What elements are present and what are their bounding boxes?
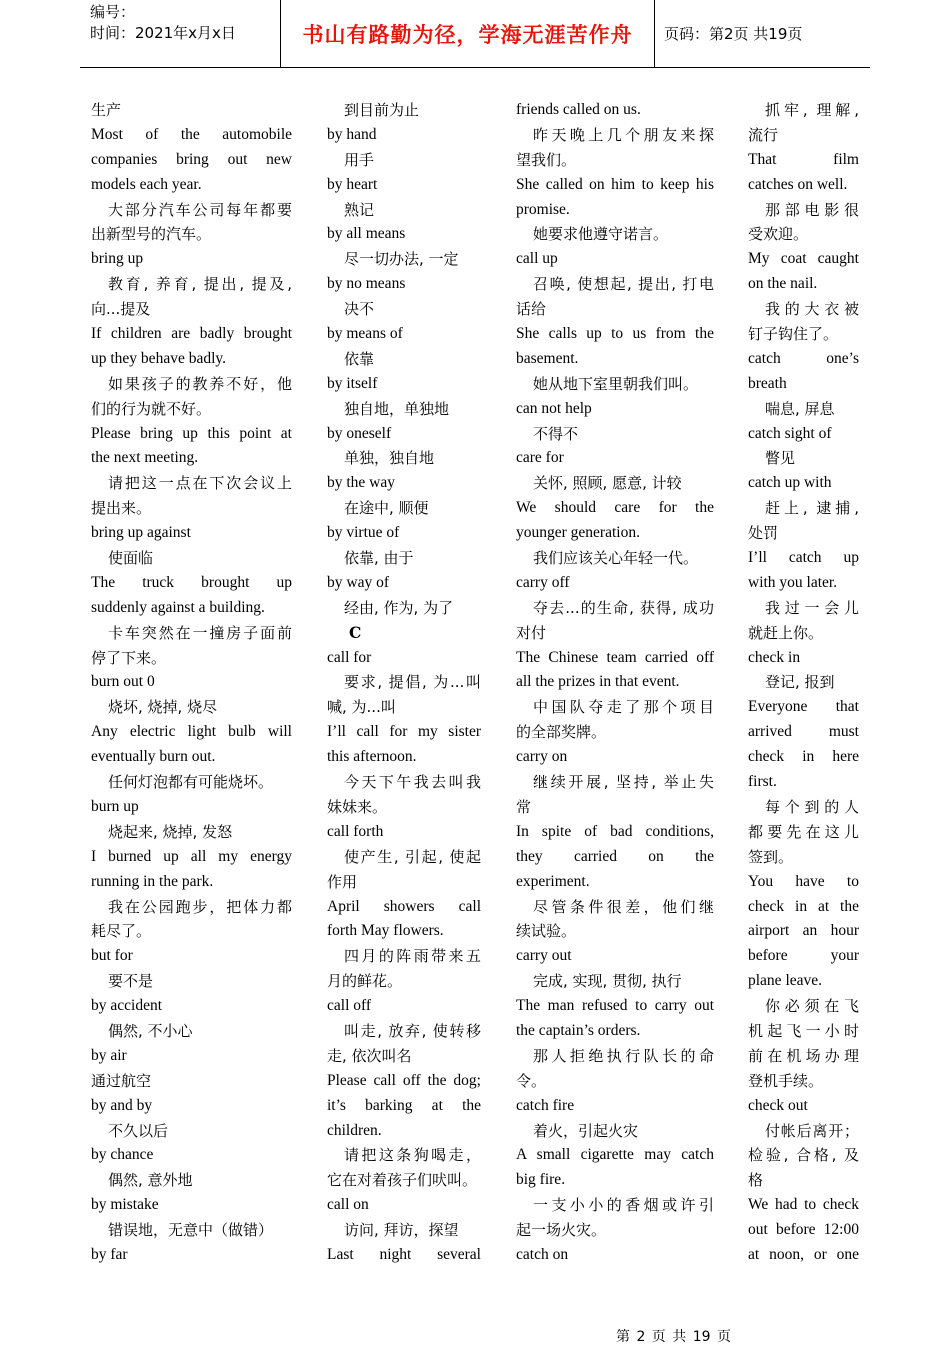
text-line: 她从地下室里朝我们叫。	[533, 374, 699, 393]
text-line: catch fire	[516, 1096, 575, 1114]
text-line: 昨天晚上几个朋友来探	[533, 125, 714, 144]
text-line: at noon, or one	[748, 1245, 859, 1263]
text-line: by means of	[327, 325, 403, 343]
text-line: 望我们。	[516, 150, 577, 169]
text-line: by way of	[327, 573, 389, 591]
text-line: 都要先在这儿	[748, 822, 859, 841]
text-line: Any electric light bulb will	[91, 723, 292, 741]
text-line: 妹妹来。	[327, 797, 388, 816]
text-line: arrived must	[748, 723, 859, 741]
text-line: by the way	[327, 474, 396, 492]
text-line: all the prizes in that event.	[516, 673, 680, 691]
text-line: catches on well.	[748, 175, 848, 193]
text-line: can not help	[516, 399, 592, 417]
text-line: 召唤, 使想起, 提出, 打电	[533, 275, 714, 294]
text-line: 任何灯泡都有可能烧坏。	[108, 773, 274, 792]
text-line: We had to check	[748, 1196, 859, 1214]
text-line: friends called on us.	[516, 101, 641, 118]
text-line: The man refused to carry out	[516, 997, 714, 1015]
text-line: 依靠	[344, 349, 375, 368]
text-line: 使面临	[108, 549, 154, 568]
text-line: 单独，独自地	[344, 449, 435, 468]
text-line: Everyone that	[748, 698, 859, 716]
text-line: 抓牢, 理解,	[765, 101, 859, 119]
text-line: 着火，引起火灾	[533, 1121, 639, 1140]
text-line: running in the park.	[91, 872, 214, 890]
text-line: catch on	[516, 1245, 569, 1263]
text-line: 一支小小的香烟或许引	[533, 1196, 714, 1215]
text-line: with you later.	[748, 573, 838, 591]
text-line: breath	[748, 374, 787, 392]
text-line: 它在对着孩子们吠叫。	[327, 1171, 478, 1190]
text-line: by itself	[327, 374, 378, 392]
text-line: 那部电影很	[765, 200, 859, 219]
text-line: I’ll catch up	[748, 549, 859, 567]
text-line: 每个到的人	[765, 797, 859, 816]
text-line: We should care for the	[516, 499, 714, 517]
text-line: 烧坏, 烧掉, 烧尽	[108, 698, 218, 717]
text-line: 的全部奖牌。	[516, 723, 607, 742]
time-label: 时间：2021年x月x日	[90, 24, 236, 42]
text-line: 今天下午我去叫我	[344, 773, 481, 792]
text-line: 提出来。	[91, 499, 152, 518]
text-line: 她要求他遵守诺言。	[533, 225, 669, 244]
text-line: call off	[327, 997, 372, 1015]
text-line: 前在机场办理	[748, 1046, 859, 1065]
text-line: 中国队夺走了那个项目	[533, 698, 714, 717]
text-line: 受欢迎。	[748, 225, 809, 244]
text-line: catch up with	[748, 474, 832, 492]
text-line: the next meeting.	[91, 449, 199, 467]
text-line: 喊, 为...叫	[327, 698, 396, 717]
page-info: 页码：第2页 共19页	[664, 25, 803, 43]
text-line: Most of the automobile	[91, 125, 292, 143]
text-line: 生产	[91, 101, 122, 119]
text-line: up they behave badly.	[91, 349, 227, 367]
text-line: this afternoon.	[327, 748, 417, 766]
header-meta	[80, 0, 281, 67]
text-line: it’s barking at the	[327, 1096, 481, 1114]
text-line: suddenly against a building.	[91, 598, 265, 616]
text-line: 偶然, 不小心	[108, 1021, 193, 1040]
text-line: 四月的阵雨带来五	[344, 947, 481, 966]
text-line: but for	[91, 947, 133, 965]
text-line: burn out 0	[91, 673, 155, 691]
text-line: by heart	[327, 175, 378, 193]
text-line: 那人拒绝执行队长的命	[533, 1046, 714, 1065]
text-line: 耗尽了。	[91, 922, 152, 941]
text-line: check in	[748, 648, 801, 666]
text-line: 我的大衣被	[765, 300, 859, 319]
text-line: plane leave.	[748, 972, 823, 990]
text-line: by no means	[327, 275, 406, 293]
text-line: airport an hour	[748, 922, 859, 940]
text-line: A small cigarette may catch	[516, 1146, 714, 1164]
text-line: 尽管条件很差，他们继	[533, 897, 714, 916]
text-line: care for	[516, 449, 564, 467]
text-line: 继续开展, 坚持, 举止失	[533, 773, 714, 792]
text-line: catch sight of	[748, 424, 832, 442]
text-line: by mistake	[91, 1196, 159, 1214]
text-line: 完成, 实现, 贯彻, 执行	[533, 972, 682, 991]
text-line: 到目前为止	[344, 101, 420, 119]
text-line: If children are badly brought	[91, 325, 292, 343]
text-line: younger generation.	[516, 524, 640, 542]
text-line: 关怀, 照顾, 愿意, 计较	[533, 474, 682, 493]
text-line: 偶然, 意外地	[108, 1171, 193, 1190]
text-line: 作用	[327, 872, 358, 891]
text-line: promise.	[516, 200, 570, 218]
text-line: on the nail.	[748, 275, 818, 293]
text-line: call up	[516, 250, 558, 268]
text-line: 大部分汽车公司每年都要	[108, 200, 292, 219]
text-line: Last night several	[327, 1245, 481, 1263]
text-line: carry out	[516, 947, 572, 965]
text-line: 烧起来, 烧掉, 发怒	[108, 822, 233, 841]
text-line: 向...提及	[91, 300, 151, 319]
text-line: 你必须在飞	[765, 997, 859, 1016]
text-line: they carried on the	[516, 847, 714, 865]
text-line: catch one’s	[748, 349, 859, 367]
text-line: 们的行为就不好。	[91, 399, 212, 418]
text-line: companies bring out new	[91, 150, 292, 168]
text-line: 要求, 提倡, 为...叫	[344, 673, 481, 692]
text-line: 对付	[516, 623, 547, 642]
text-line: 停了下来。	[91, 648, 167, 667]
text-line: carry off	[516, 573, 570, 591]
text-line: 出新型号的汽车。	[91, 225, 212, 244]
text-line: 在途中, 顺便	[344, 499, 429, 518]
text-line: 决不	[344, 300, 375, 319]
text-line: 起一场火灾。	[516, 1221, 607, 1240]
text-line: Please bring up this point at	[91, 424, 292, 442]
text-line: In spite of bad conditions,	[516, 822, 714, 840]
text-line: children.	[327, 1121, 382, 1139]
text-line: call on	[327, 1196, 369, 1214]
text-line: 依靠, 由于	[344, 549, 414, 568]
text-line: 我们应该关心年轻一代。	[533, 549, 699, 568]
text-line: You have to	[748, 872, 859, 890]
text-line: 走, 依次叫名	[327, 1046, 412, 1065]
text-line: forth May flowers.	[327, 922, 444, 940]
text-line: experiment.	[516, 872, 590, 890]
text-line: 喘息, 屏息	[765, 399, 835, 418]
text-line: 就赶上你。	[748, 623, 824, 642]
text-line: by hand	[327, 125, 377, 143]
text-line: out before 12:00	[748, 1221, 859, 1239]
text-line: 话给	[516, 300, 547, 319]
text-line: My coat caught	[748, 250, 859, 268]
text-line: 尽一切办法, 一定	[344, 250, 459, 269]
text-line: 流行	[748, 125, 779, 144]
text-line: bring up against	[91, 524, 191, 542]
text-line: 教育, 养育, 提出, 提及,	[108, 275, 292, 294]
text-line: by oneself	[327, 424, 392, 442]
page-footer: 第 2 页 共 19 页	[616, 1329, 731, 1345]
text-line: 使产生, 引起, 使起	[344, 847, 481, 866]
text-line: 请把这条狗喝走，	[344, 1146, 481, 1165]
text-line: eventually burn out.	[91, 748, 216, 766]
text-line: by chance	[91, 1146, 154, 1164]
text-line: April showers call	[327, 897, 481, 915]
text-line: 访问, 拜访，探望	[344, 1221, 459, 1240]
number-label: 编号：	[90, 3, 136, 21]
text-line: 机起飞一小时	[748, 1021, 859, 1040]
header-motto-cell	[281, 0, 655, 67]
text-line: call for	[327, 648, 372, 666]
text-line: 要不是	[108, 972, 154, 991]
text-column-4	[748, 98, 859, 1268]
text-line: C	[349, 622, 362, 642]
text-line: 卡车突然在一撞房子面前	[108, 623, 292, 642]
text-line: 常	[516, 797, 532, 816]
text-line: carry on	[516, 748, 568, 766]
text-line: 独自地，单独地	[344, 399, 450, 418]
text-line: call forth	[327, 822, 384, 840]
text-line: by accident	[91, 997, 163, 1015]
text-line: The truck brought up	[91, 573, 292, 591]
text-line: 钉子钩住了。	[748, 325, 839, 344]
text-line: basement.	[516, 349, 579, 367]
text-line: 请把这一点在下次会议上	[108, 474, 292, 493]
text-line: 登记, 报到	[765, 673, 835, 692]
text-line: bring up	[91, 250, 144, 268]
text-line: 不久以后	[108, 1121, 169, 1140]
text-line: 签到。	[748, 847, 794, 866]
text-line: 不得不	[533, 424, 579, 443]
text-line: 熟记	[344, 200, 375, 219]
text-line: models each year.	[91, 175, 202, 193]
text-column-2	[327, 98, 481, 1268]
text-line: That film	[748, 150, 859, 168]
header-page-cell	[655, 0, 870, 67]
text-line: check in at the	[748, 897, 859, 915]
text-line: I burned up all my energy	[91, 847, 292, 865]
text-line: 处罚	[748, 524, 779, 543]
page-header	[80, 0, 870, 68]
text-line: 如果孩子的教养不好，他	[108, 374, 292, 393]
text-line: 我过一会儿	[765, 598, 859, 617]
text-line: by and by	[91, 1096, 153, 1114]
text-line: 令。	[516, 1071, 547, 1090]
text-line: 付帐后离开；	[765, 1121, 859, 1140]
text-line: 叫走, 放弃, 使转移	[344, 1021, 481, 1040]
text-line: 续试验。	[516, 922, 577, 941]
text-line: 用手	[344, 150, 375, 169]
text-line: big fire.	[516, 1171, 566, 1189]
text-line: 经由, 作为, 为了	[344, 598, 454, 617]
text-line: 月的鲜花。	[327, 972, 403, 991]
text-line: 瞥见	[765, 449, 796, 468]
text-line: 通过航空	[91, 1071, 152, 1090]
text-line: by far	[91, 1245, 128, 1263]
text-line: check out	[748, 1096, 808, 1114]
text-line: 登机手续。	[748, 1071, 824, 1090]
text-line: 错误地，无意中（做错）	[108, 1221, 274, 1240]
text-line: by virtue of	[327, 524, 400, 542]
text-line: 我在公园跑步，把体力都	[108, 897, 292, 916]
text-line: The Chinese team carried off	[516, 648, 714, 666]
text-line: check in here	[748, 748, 859, 766]
text-line: 夺去...的生命, 获得, 成功	[533, 598, 714, 617]
text-line: the captain’s orders.	[516, 1021, 641, 1039]
text-line: before your	[748, 947, 859, 965]
text-line: 格	[748, 1171, 764, 1190]
text-line: burn up	[91, 797, 139, 815]
text-column-1	[91, 98, 292, 1268]
motto: 书山有路勤为径，学海无涯苦作舟	[302, 22, 633, 47]
text-line: She called on him to keep his	[516, 175, 714, 193]
text-line: 赶上, 逮捕,	[765, 499, 859, 518]
text-line: I’ll call for my sister	[327, 723, 481, 741]
text-line: first.	[748, 773, 777, 791]
text-line: 检验, 合格, 及	[748, 1146, 859, 1165]
text-line: She calls up to us from the	[516, 325, 714, 343]
text-column-3	[516, 98, 714, 1268]
text-line: by air	[91, 1046, 127, 1064]
text-line: by all means	[327, 225, 406, 243]
text-line: Please call off the dog;	[327, 1071, 481, 1089]
